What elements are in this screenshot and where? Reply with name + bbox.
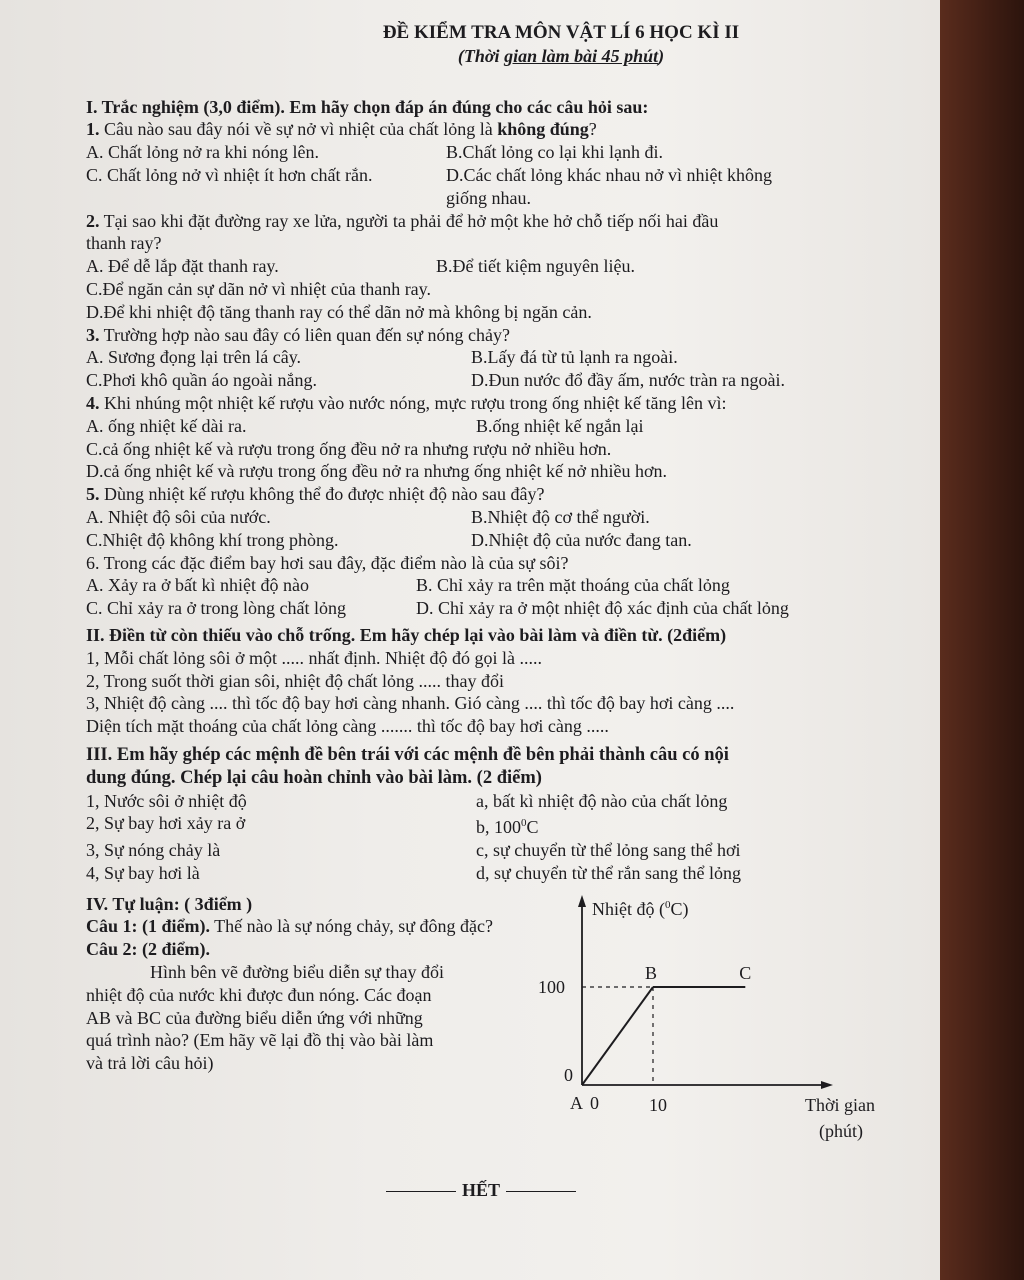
exam-subtitle: (Thời gian làm bài 45 phút) (457, 45, 665, 66)
match-row-3: 3, Sự nóng chảy là c, sự chuyển từ thể lỏng sang thể hơi (86, 840, 741, 861)
question-2: 2. Tại sao khi đặt đường ray xe lửa, người ta phải để hở một khe hở chỗ tiếp nối hai đầu (86, 210, 719, 231)
end-line-left (386, 1191, 456, 1192)
q5-options-cd: C.Nhiệt độ không khí trong phòng. D.Nhiệt độ của nước đang tan. (86, 529, 692, 550)
question-4: 4. Khi nhúng một nhiệt kế rượu vào nước nóng, mực rượu trong ống nhiệt kế tăng lên vì: (86, 392, 727, 413)
q5-options-ab: A. Nhiệt độ sôi của nước. B.Nhiệt độ cơ thể người. (86, 506, 650, 527)
y-tick-0: 0 (564, 1064, 573, 1085)
q1-option-d-cont: giống nhau. (446, 187, 531, 208)
y-tick-100: 100 (538, 976, 565, 997)
part1-heading: I. Trắc nghiệm (3,0 điểm). Em hãy chọn đáp án đúng cho các câu hỏi sau: (86, 96, 649, 117)
q4-option-d: D.cả ống nhiệt kế và rượu trong ống đều nở ra nhưng ống nhiệt kế nở nhiều hơn. (86, 461, 667, 482)
part2-line-1: 1, Mỗi chất lỏng sôi ở một ..... nhất định. Nhiệt độ đó gọi là ..... (86, 647, 542, 668)
question-3: 3. Trường hợp nào sau đây có liên quan đến sự nóng chảy? (86, 324, 510, 345)
essay-q2-line-5: và trả lời câu hỏi) (86, 1053, 214, 1074)
x-axis-label: Thời gian (805, 1094, 876, 1115)
part3-heading: III. Em hãy ghép các mệnh đề bên trái với các mệnh đề bên phải thành câu có nội (86, 744, 729, 765)
y-axis-label: Nhiệt độ ($^0$C) (592, 898, 689, 919)
essay-question-2-label: Câu 2: (2 điểm). (86, 939, 210, 960)
point-label-B: B (645, 962, 658, 983)
part4-heading: IV. Tự luận: ( 3điểm ) (86, 893, 253, 914)
q6-options-cd: C. Chỉ xảy ra ở trong lòng chất lỏng D. Chỉ xảy ra ở một nhiệt độ xác định của chất lỏng (86, 598, 789, 619)
x-tick-10: 10 (649, 1094, 667, 1115)
point-label-C: C (739, 962, 752, 983)
y-axis-arrow (578, 895, 586, 907)
exam-document (86, 22, 876, 1141)
essay-q2-line-1: Hình bên vẽ đường biểu diễn sự thay đổi (150, 962, 444, 983)
end-marker: HẾT (380, 1180, 582, 1201)
part4-section (86, 893, 876, 1141)
question-1: 1. Câu nào sau đây nói về sự nở vì nhiệt của chất lỏng là không đúng? (86, 119, 597, 140)
x-axis-arrow (821, 1081, 833, 1089)
table-background (940, 0, 1024, 1280)
q1-options-ab: A. Chất lỏng nở ra khi nóng lên. B.Chất lỏng co lại khi lạnh đi. (86, 142, 663, 163)
q3-options-cd: C.Phơi khô quần áo ngoài nắng. D.Đun nước đổ đầy ấm, nước tràn ra ngoài. (86, 370, 785, 391)
question-2-cont: thanh ray? (86, 233, 162, 254)
segment-AB (582, 987, 653, 1085)
match-row-2: 2, Sự bay hơi xảy ra ở b, $100^0C$ (86, 813, 539, 838)
essay-q2-line-3: AB và BC của đường biểu diễn ứng với những (86, 1007, 423, 1028)
x-axis-unit: (phút) (819, 1120, 863, 1141)
q2-option-c: C.Để ngăn cản sự dãn nở vì nhiệt của thanh ray. (86, 278, 432, 299)
part2-line-3: 3, Nhiệt độ càng .... thì tốc độ bay hơi càng nhanh. Gió càng .... thì tốc độ bay hơi càng .... (86, 693, 735, 714)
temperature-graph (526, 893, 886, 1143)
essay-question-1: Câu 1: (1 điểm). Thế nào là sự nóng chảy, sự đông đặc? (86, 916, 493, 937)
q4-option-c: C.cả ống nhiệt kế và rượu trong ống đều nở ra nhưng rượu nở nhiều hơn. (86, 438, 612, 459)
question-6: 6. Trong các đặc điểm bay hơi sau đây, đặc điểm nào là của sự sôi? (86, 552, 569, 573)
essay-q2-line-4: quá trình nào? (Em hãy vẽ lại đồ thị vào bài làm (86, 1030, 434, 1051)
essay-q2-line-2: nhiệt độ của nước khi được đun nóng. Các đoạn (86, 984, 432, 1005)
q1-options-cd: C. Chất lỏng nở vì nhiệt ít hơn chất rắn. D.Các chất lỏng khác nhau nở vì nhiệt không (86, 164, 772, 185)
exam-title: ĐỀ KIỂM TRA MÔN VẬT LÍ 6 HỌC KÌ II (382, 22, 740, 43)
q3-options-ab: A. Sương đọng lại trên lá cây. B.Lấy đá từ tủ lạnh ra ngoài. (86, 347, 678, 368)
part4-text (86, 893, 566, 1075)
q2-option-d: D.Để khi nhiệt độ tăng thanh ray có thể dãn nở mà không bị ngăn cản. (86, 301, 592, 322)
point-label-A: A (570, 1092, 583, 1113)
end-line-right (506, 1191, 576, 1192)
q2-options-ab: A. Để dễ lắp đặt thanh ray. B.Để tiết kiệm nguyên liệu. (86, 256, 635, 277)
q6-options-ab: A. Xảy ra ở bất kì nhiệt độ nào B. Chỉ xảy ra trên mặt thoáng của chất lỏng (86, 575, 730, 596)
part2-line-4: Diện tích mặt thoáng của chất lỏng càng ....... thì tốc độ bay hơi càng ..... (86, 716, 609, 737)
x-tick-0: 0 (590, 1092, 599, 1113)
part2-line-2: 2, Trong suốt thời gian sôi, nhiệt độ chất lỏng ..... thay đổi (86, 670, 505, 691)
match-row-4: 4, Sự bay hơi là d, sự chuyển từ thể rắn sang thể lỏng (86, 862, 741, 883)
part2-heading: II. Điền từ còn thiếu vào chỗ trống. Em hãy chép lại vào bài làm và điền từ. (2điểm) (86, 624, 727, 645)
part3-heading-cont: dung đúng. Chép lại câu hoàn chỉnh vào bài làm. (2 điểm) (86, 767, 542, 788)
temperature-chart-svg (526, 893, 886, 1143)
q4-options-ab: A. ống nhiệt kế dài ra. B.ống nhiệt kế ngắn lại (86, 415, 644, 436)
match-row-1: 1, Nước sôi ở nhiệt độ a, bất kì nhiệt độ nào của chất lỏng (86, 790, 728, 811)
question-5: 5. Dùng nhiệt kế rượu không thể đo được nhiệt độ nào sau đây? (86, 484, 545, 505)
